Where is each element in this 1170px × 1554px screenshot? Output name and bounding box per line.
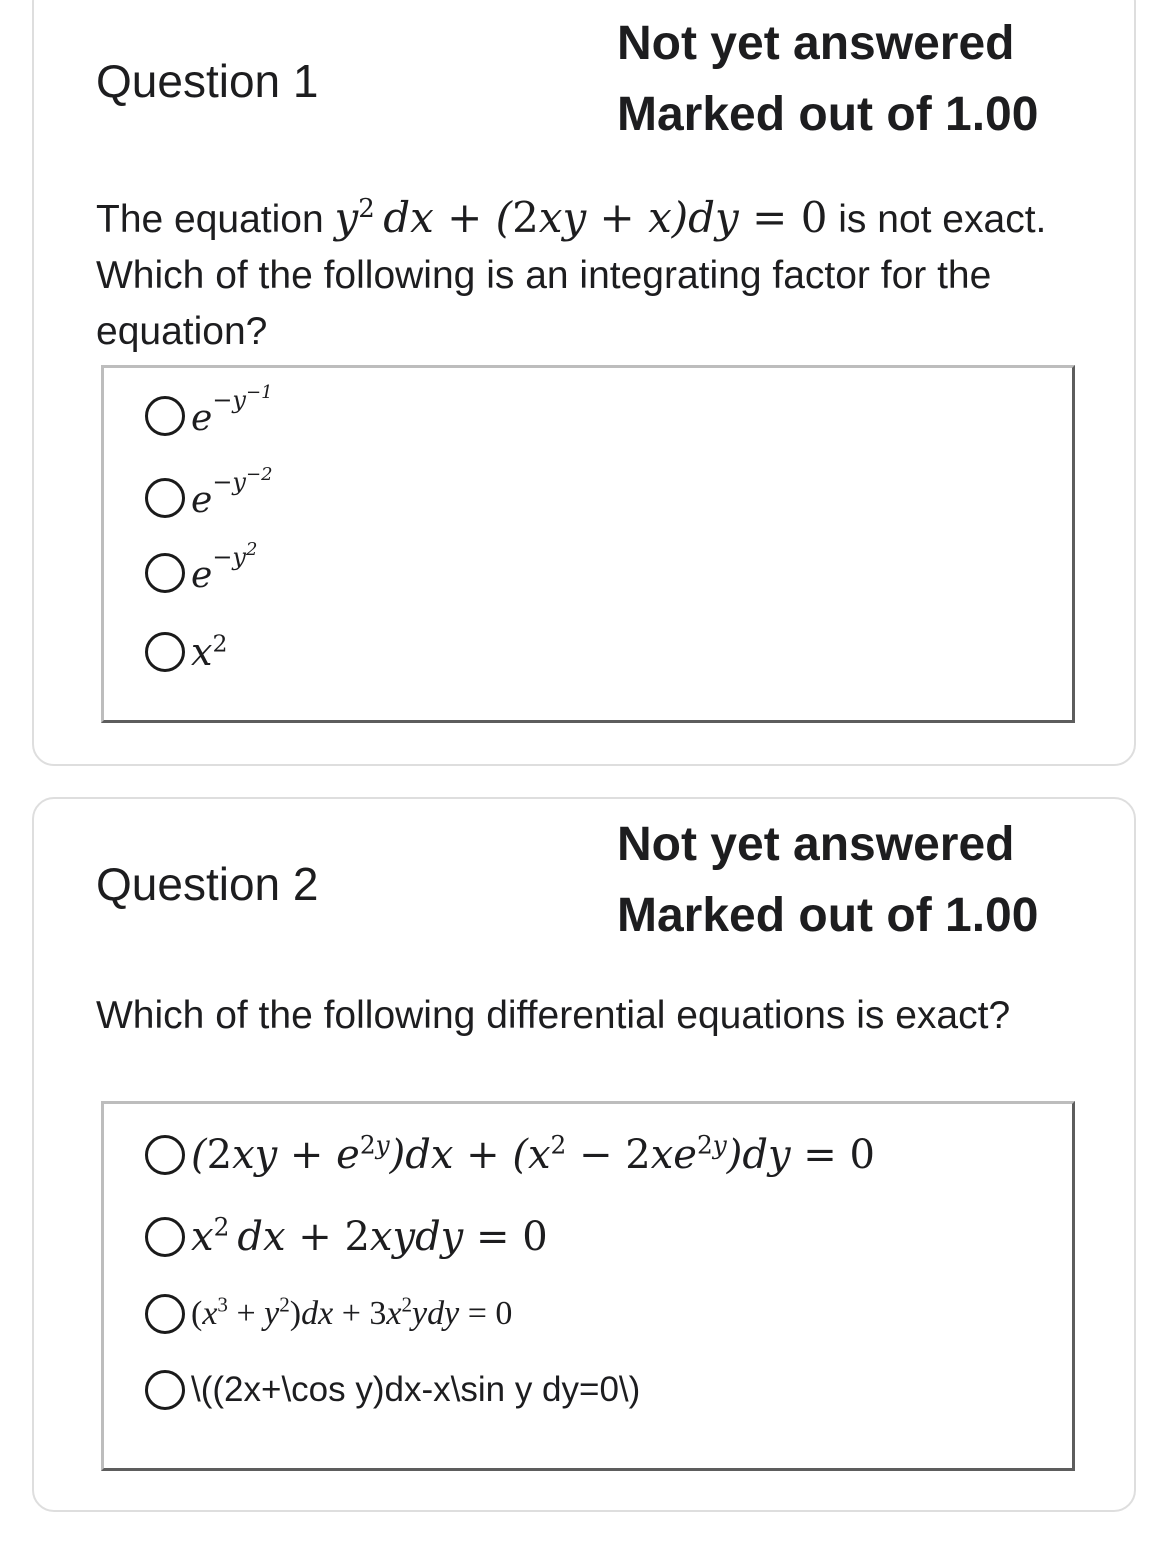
radio-button[interactable] — [145, 553, 185, 593]
question-number: Question 1 — [96, 55, 319, 107]
question-prompt: Which of the following differential equations is exact? — [96, 994, 1011, 1037]
answer-option-4[interactable] — [145, 1370, 640, 1410]
question-2-card — [32, 797, 1136, 1512]
option-label: $e^{-y^{-2}}$ — [191, 464, 273, 521]
answer-option-2[interactable] — [145, 464, 273, 521]
radio-button[interactable] — [145, 1370, 185, 1410]
radio-button[interactable] — [145, 478, 185, 518]
answer-options-box — [101, 1101, 1075, 1471]
radio-button[interactable] — [145, 1135, 185, 1175]
answer-option-2[interactable] — [145, 1214, 548, 1260]
question-marks: Marked out of 1.00 — [617, 889, 1039, 942]
prompt-text-start: The equation — [96, 198, 335, 241]
prompt-text-end: is not exact. Which of the following is an integrating factor for the equation? — [96, 198, 1047, 353]
question-status: Not yet answered — [617, 818, 1015, 871]
option-label: $e^{-y^{-1}}$ — [191, 382, 273, 439]
option-label: \((2x+\cos y)dx-x\sin y dy=0\) — [191, 1370, 641, 1409]
radio-button[interactable] — [145, 632, 185, 672]
radio-button[interactable] — [145, 396, 185, 436]
question-marks: Marked out of 1.00 — [617, 88, 1039, 141]
prompt-equation: $y^2$ dx + (2xy + x)dy = 0 — [334, 193, 828, 242]
answer-option-1[interactable] — [145, 1132, 875, 1178]
answer-option-4[interactable] — [145, 630, 227, 674]
radio-button[interactable] — [145, 1294, 185, 1334]
option-label: $(x^3 + y^2)dx + 3x^2ydy = 0$ — [191, 1292, 513, 1332]
radio-button[interactable] — [145, 1217, 185, 1257]
option-label: $e^{-y^2}$ — [191, 539, 258, 596]
answer-option-1[interactable] — [145, 382, 273, 439]
question-1-card — [32, 0, 1136, 766]
option-label: $x^2$ — [191, 629, 228, 674]
answer-option-3[interactable] — [145, 1294, 512, 1334]
answer-options-box — [101, 365, 1075, 723]
question-prompt — [96, 190, 1056, 360]
answer-option-3[interactable] — [145, 539, 258, 596]
option-label: $x^2$ dx + 2xydy = 0 — [191, 1212, 548, 1260]
option-label: $(2xy + e^{2y})dx + (x^2 - 2xe^{2y})dy = 0$ — [191, 1130, 875, 1178]
question-number: Question 2 — [96, 858, 319, 910]
question-status: Not yet answered — [617, 17, 1015, 70]
